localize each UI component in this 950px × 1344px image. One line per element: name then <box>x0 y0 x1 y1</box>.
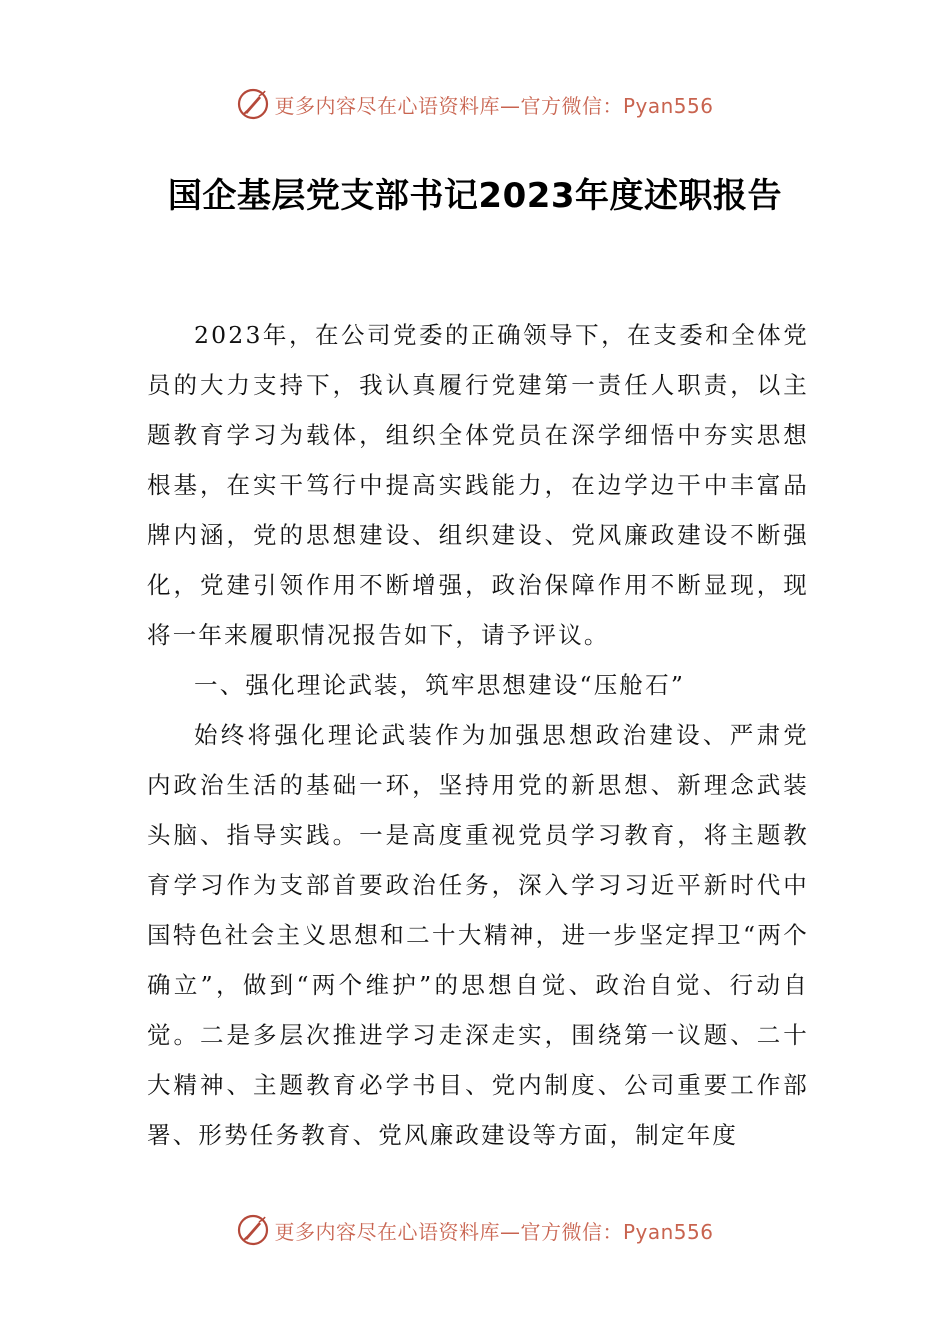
watermark-text: 更多内容尽在心语资料库—官方微信：Pyan556 <box>274 1219 714 1244</box>
paragraph-section-1: 始终将强化理论武装作为加强思想政治建设、严肃党内政治生活的基础一环，坚持用党的新思想、新理念武装头脑、指导实践。一是高度重视党员学习教育，将主题教育学习作为支部首要政治任务，深入学习习近平新时代中国特色社会主义思想和二十大精神，进一步坚定捍卫“两个确立”，做到“两个维护”的思想自觉、政治自觉、行动自觉。二是多层次推进学习走深走实，围绕第一议题、二十大精神、主题教育必学书目、党内制度、公司重要工作部署、形势任务教育、党风廉政建设等方面，制定年度 <box>147 721 809 1149</box>
footer-watermark-banner <box>0 1210 950 1250</box>
document-body <box>147 310 809 1160</box>
watermark-text: 更多内容尽在心语资料库—官方微信：Pyan556 <box>274 93 714 118</box>
quill-pen-logo-icon <box>236 1213 270 1247</box>
quill-pen-logo-icon <box>236 87 270 121</box>
document-title: 国企基层党支部书记2023年度述职报告 <box>167 176 783 216</box>
section-heading-1: 一、强化理论武装，筑牢思想建设“压舱石” <box>194 671 686 699</box>
header-watermark-banner <box>0 84 950 124</box>
paragraph-intro: 2023年，在公司党委的正确领导下，在支委和全体党员的大力支持下，我认真履行党建第一责任人职责，以主题教育学习为载体，组织全体党员在深学细悟中夯实思想根基，在实干笃行中提高实践能力，在边学边干中丰富品牌内涵，党的思想建设、组织建设、党风廉政建设不断强化，党建引领作用不断增强，政治保障作用不断显现，现将一年来履职情况报告如下，请予评议。 <box>147 321 809 649</box>
